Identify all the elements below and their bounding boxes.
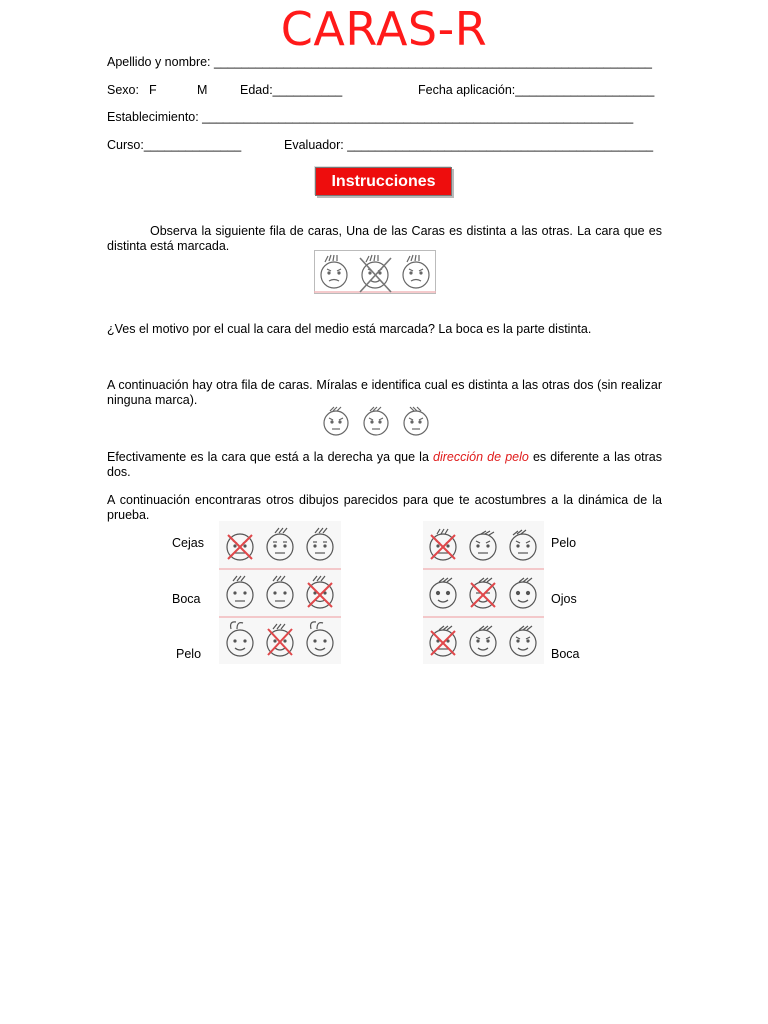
practice-grid-right [423,521,544,664]
example-faces-row-2 [318,402,434,438]
paragraph-2: ¿Ves el motivo por el cual la cara del medio está marcada? La boca es la parte distinta. [107,322,592,336]
practice-label-right-1: Pelo [551,536,577,550]
instructions-heading: Instrucciones [315,167,452,196]
evaluator-field-line: Evaluador: ____________________________________________ [284,138,654,152]
paragraph-3: A continuación hay otra fila de caras. Míralas e identifica cual es distinta a las otras dos (sin realizar ninguna marca). [107,378,662,407]
paragraph-4: Efectivamente es la cara que está a la derecha ya que la dirección de pelo es diferente a las otras dos. [107,450,663,479]
practice-label-right-2: Ojos [551,592,577,606]
practice-label-right-3: Boca [551,647,580,661]
sex-m-option: M [197,83,208,97]
practice-label-left-3: Pelo [176,647,202,661]
paragraph-5: A continuación encontraras otros dibujos parecidos para que te acostumbres a la dinámica de la prueba. [107,493,662,522]
sex-f-option: F [149,83,157,97]
page-title: CARAS-R [280,2,488,56]
practice-label-left-1: Cejas [172,536,204,550]
paragraph-1: Observa la siguiente fila de caras, Una de las Caras es distinta a las otras. La cara que es distinta está marcada. [107,224,662,253]
name-field-line: Apellido y nombre: _______________________________________________________________ [107,55,652,69]
example-faces-row-1 [314,250,436,294]
sex-label: Sexo: [107,83,139,97]
practice-label-left-2: Boca [172,592,201,606]
course-field-line: Curso:______________ [107,138,242,152]
school-field-line: Establecimiento: ______________________________________________________________ [107,110,634,124]
date-field-line: Fecha aplicación:____________________ [418,83,655,97]
highlight-hair-direction: dirección de pelo [433,450,529,464]
practice-grid-left [219,521,341,664]
age-field-line: Edad:__________ [240,83,343,97]
